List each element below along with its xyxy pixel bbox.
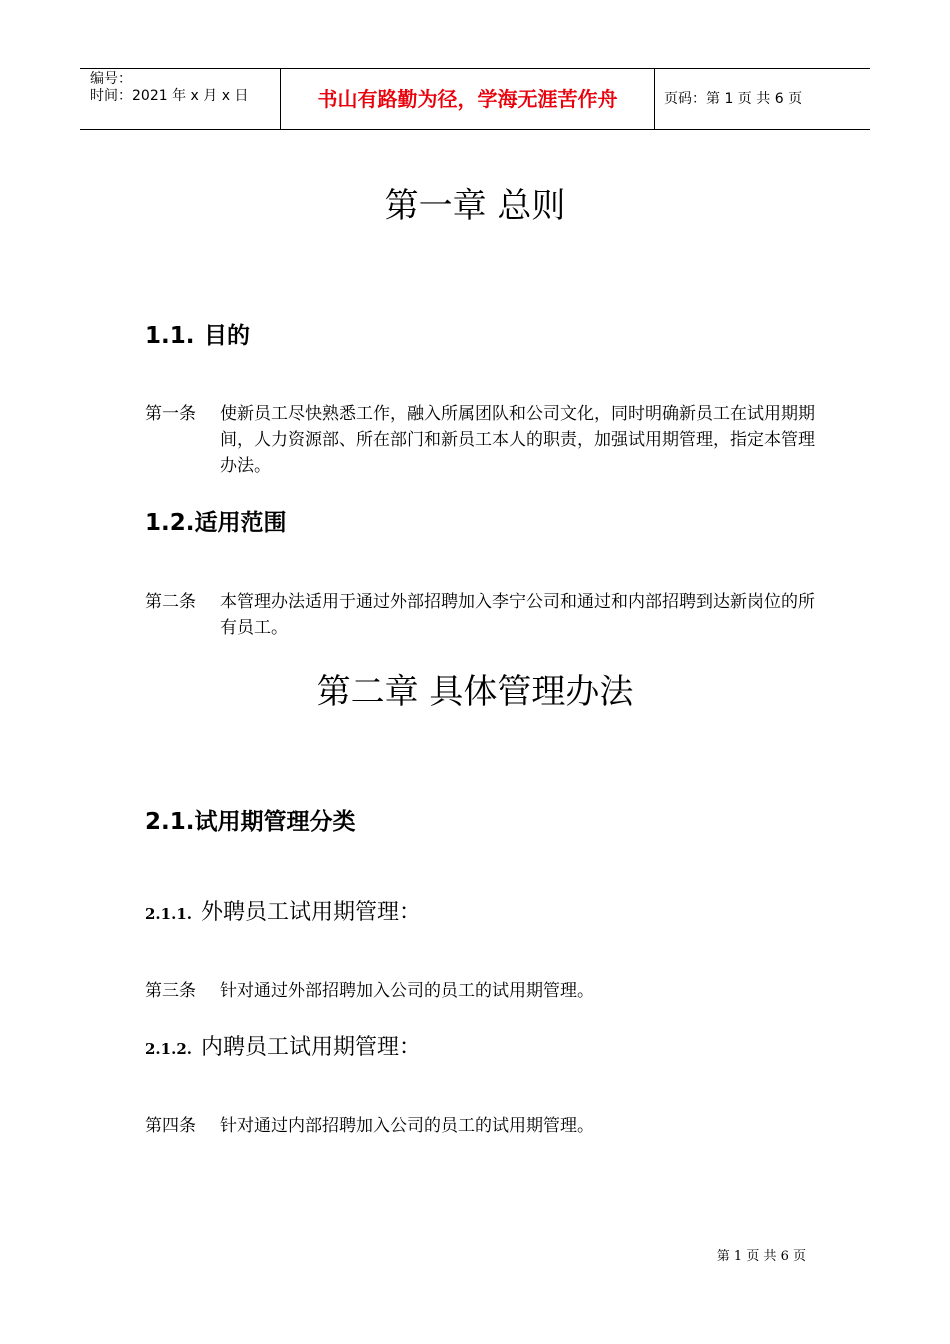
subsection-title: 外聘员工试用期管理： [201, 900, 422, 925]
subsection-2-1-1-heading [145, 899, 421, 928]
section-2-1-heading [145, 807, 355, 837]
subsection-number: 2.1.2. [145, 1040, 192, 1058]
document-date-label: 时间：2021 年 x 月 x 日 [90, 88, 249, 104]
subsection-number: 2.1.1. [145, 905, 192, 923]
article-text: 针对通过外部招聘加入公司的员工的试用期管理。 [220, 981, 594, 1001]
article-text: 使新员工尽快熟悉工作，融入所属团队和公司文化，同时明确新员工在试用期期间，人力资源部、所在部门和新员工本人的职责，加强试用期管理，指定本管理办法。 [220, 404, 815, 476]
header-page-number: 页码：第 1 页 共 6 页 [664, 91, 803, 107]
section-1-1-heading [145, 321, 250, 351]
article-2 [145, 589, 815, 641]
page-header [80, 68, 870, 130]
article-3 [145, 978, 815, 1004]
article-label: 第四条 [145, 1116, 196, 1136]
article-1 [145, 401, 815, 479]
article-text: 针对通过内部招聘加入公司的员工的试用期管理。 [220, 1116, 594, 1136]
section-number: 1.2. [145, 510, 195, 536]
header-motto: 书山有路勤为径，学海无涯苦作舟 [317, 87, 618, 111]
section-title: 适用范围 [194, 510, 287, 536]
document-number-label: 编号： [90, 71, 132, 87]
article-label: 第二条 [145, 592, 196, 612]
section-number: 1.1. [145, 323, 195, 349]
section-number: 2.1. [145, 809, 195, 835]
subsection-title: 内聘员工试用期管理： [201, 1035, 422, 1060]
article-label: 第三条 [145, 981, 196, 1001]
article-label: 第一条 [145, 404, 196, 424]
page-footer-number: 第 1 页 共 6 页 [716, 1249, 806, 1264]
section-title: 试用期管理分类 [194, 809, 356, 835]
header-meta-cell [80, 69, 281, 129]
header-page-cell [655, 69, 870, 129]
article-4 [145, 1113, 815, 1139]
subsection-2-1-2-heading [145, 1034, 421, 1063]
header-motto-cell [281, 69, 655, 129]
section-title: 目的 [204, 323, 250, 349]
chapter-2-title: 第二章 具体管理办法 [316, 672, 634, 712]
section-1-2-heading [145, 508, 286, 538]
chapter-1-title: 第一章 总则 [384, 186, 566, 226]
article-text: 本管理办法适用于通过外部招聘加入李宁公司和通过和内部招聘到达新岗位的所有员工。 [220, 592, 815, 638]
